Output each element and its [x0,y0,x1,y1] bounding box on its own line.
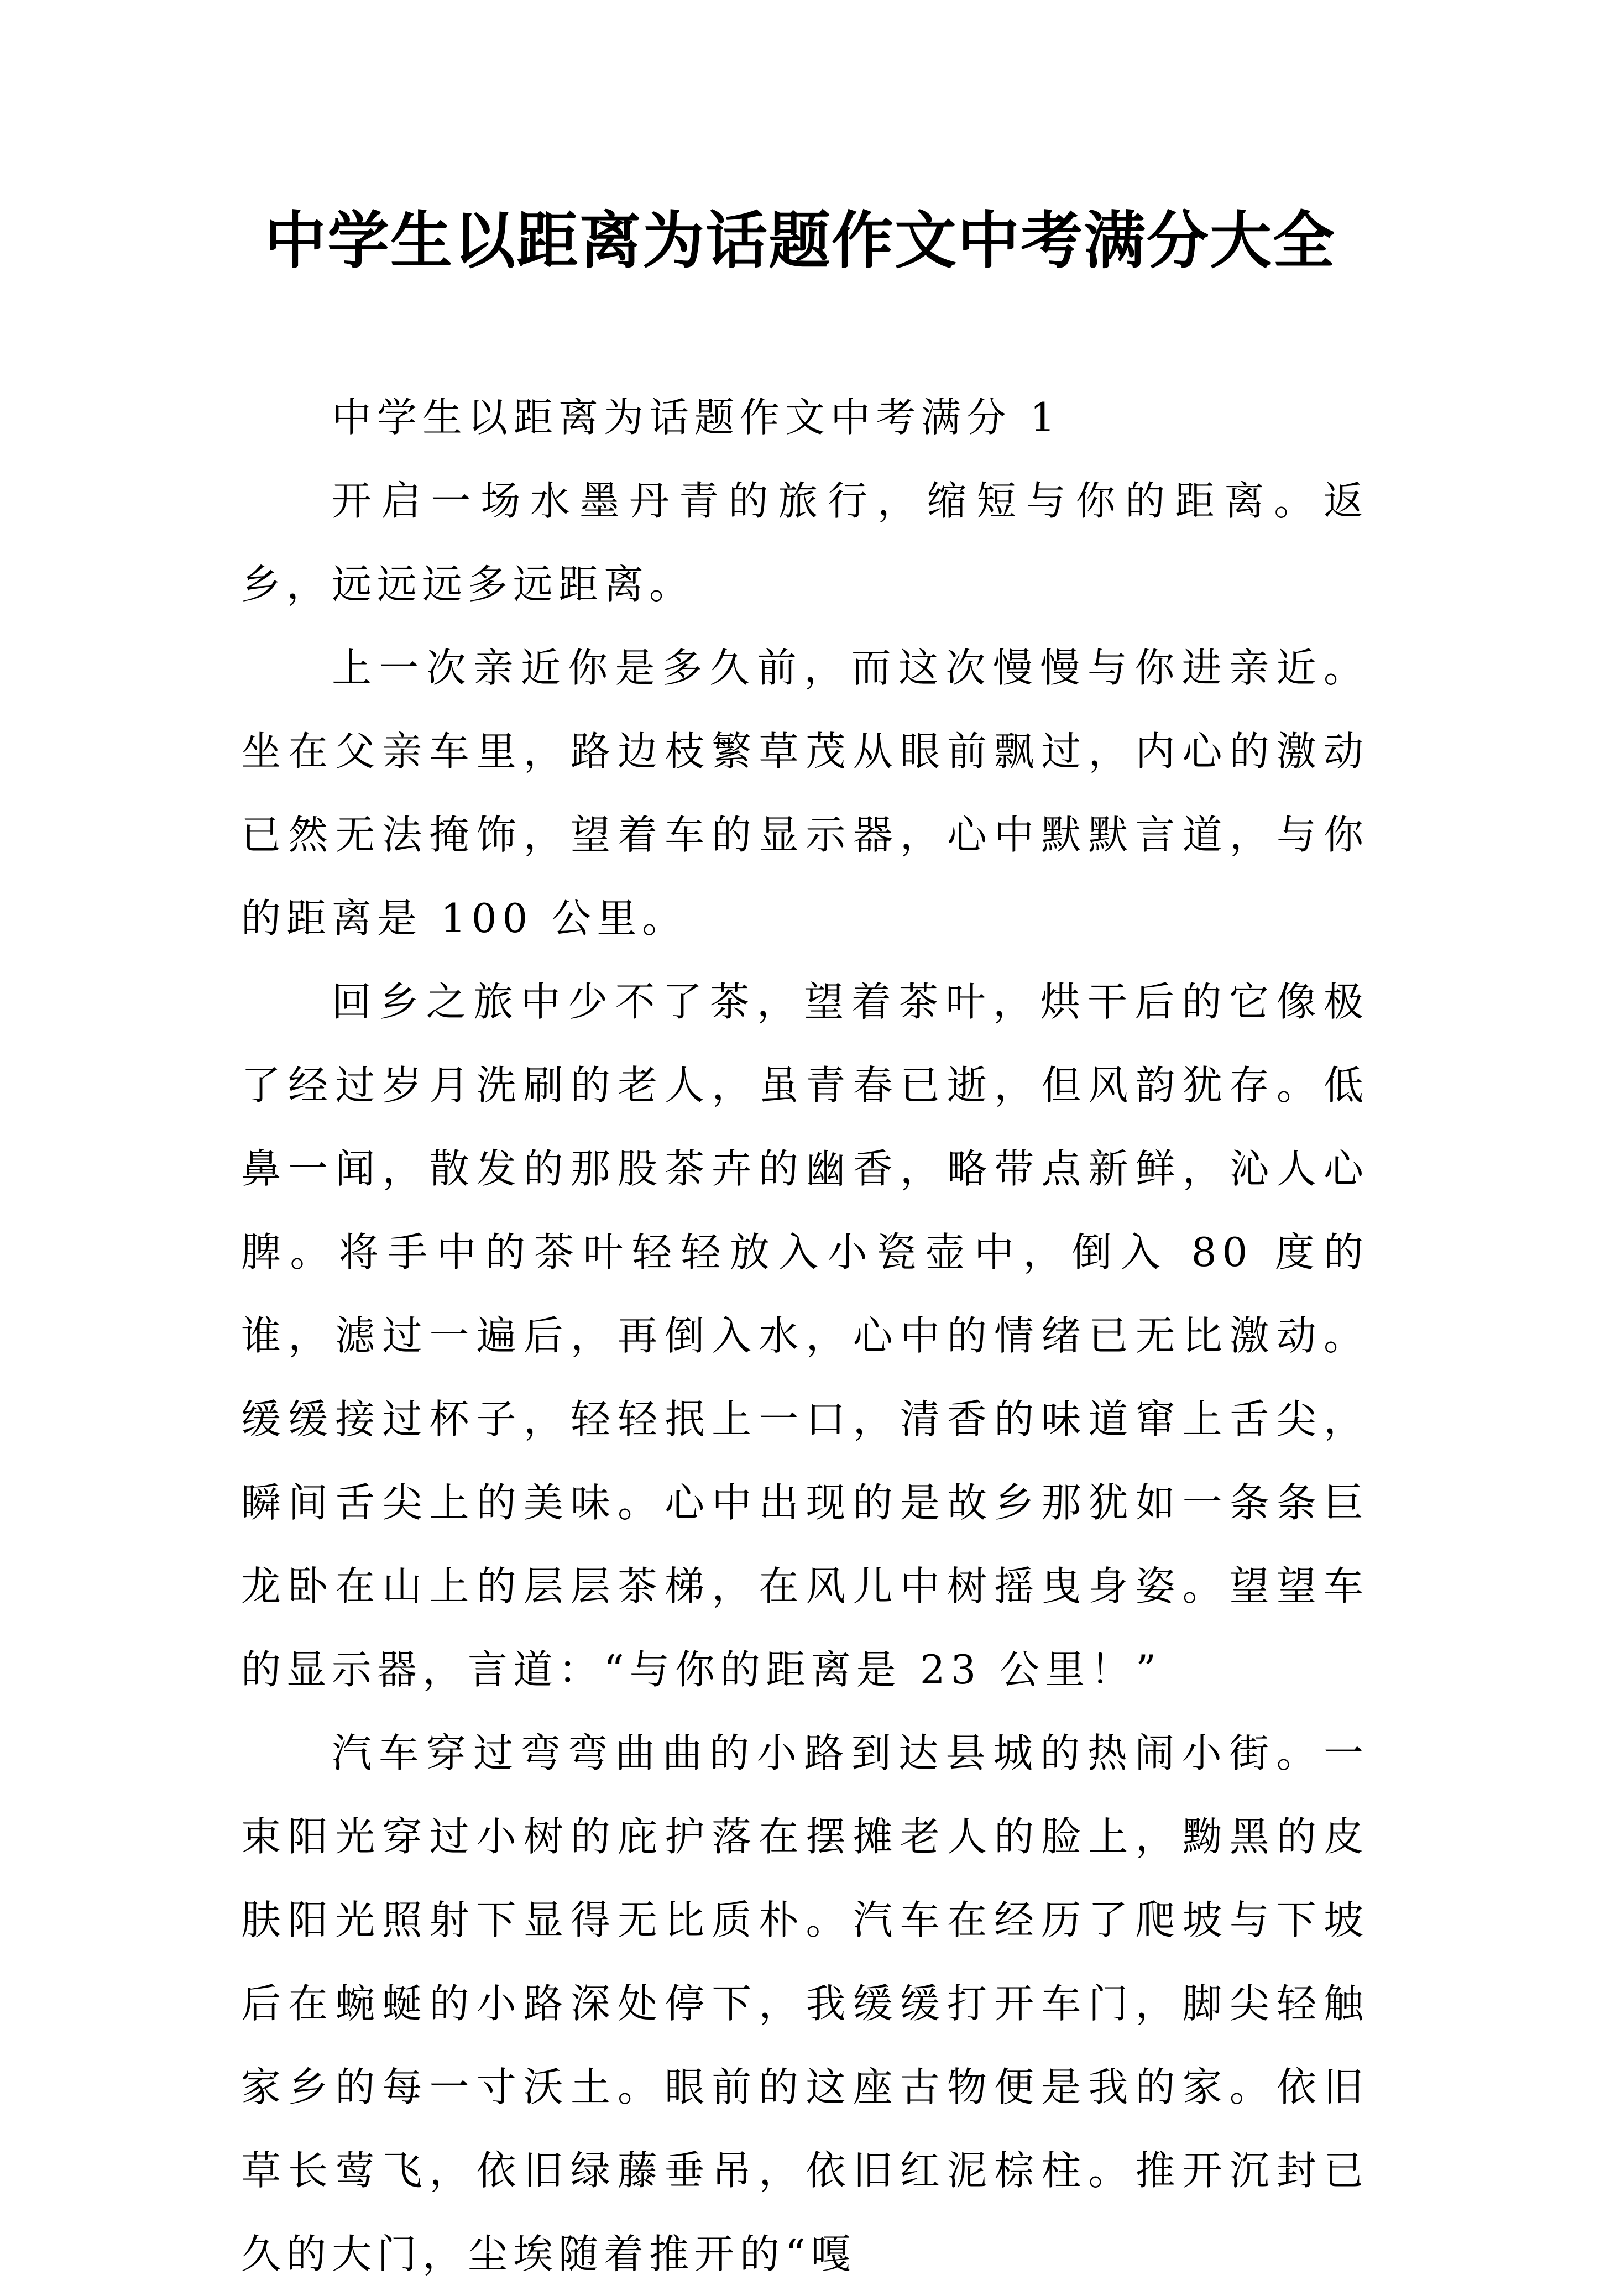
paragraph: 回乡之旅中少不了茶，望着茶叶，烘干后的它像极了经过岁月洗刷的老人，虽青春已逝，但风韵犹存。低鼻一闻，散发的那股茶卉的幽香，略带点新鲜，沁人心脾。将手中的茶叶轻轻放入小瓷壶中，倒入 80 度的谁，滤过一遍后，再倒入水，心中的情绪已无比激动。缓缓接过杯子，轻轻抿上一口，清香的味道窜上舌尖，瞬间舌尖上的美味。心中出现的是故乡那犹如一条条巨龙卧在山上的层层茶梯，在风儿中树摇曳身姿。望望车的显示器，言道：“与你的距离是 23 公里！” [241,979,1369,1693]
paragraph: 上一次亲近你是多久前，而这次慢慢与你进亲近。坐在父亲车里，路边枝繁草茂从眼前飘过，内心的激动已然无法掩饰，望着车的显示器，心中默默言道，与你的距离是 100 公里。 [241,645,1369,942]
essay-heading: 中学生以距离为话题作文中考满分 1 [332,394,1061,441]
document-body [241,376,1369,2296]
paragraph: 汽车穿过弯弯曲曲的小路到达县城的热闹小街。一束阳光穿过小树的庇护落在摆摊老人的脸上，黝黑的皮肤阳光照射下显得无比质朴。汽车在经历了爬坡与下坡后在蜿蜒的小路深处停下，我缓缓打开车门，脚尖轻触家乡的每一寸沃土。眼前的这座古物便是我的家。依旧草长莺飞，依旧绿藤垂吊，依旧红泥棕柱。推开沉封已久的大门，尘埃随着推开的“嘎 [241,1730,1369,2277]
document-title: 中学生以距离为话题作文中考满分大全 [264,205,1336,277]
paragraph: 开启一场水墨丹青的旅行，缩短与你的距离。返乡，远远远多远距离。 [241,478,1369,608]
